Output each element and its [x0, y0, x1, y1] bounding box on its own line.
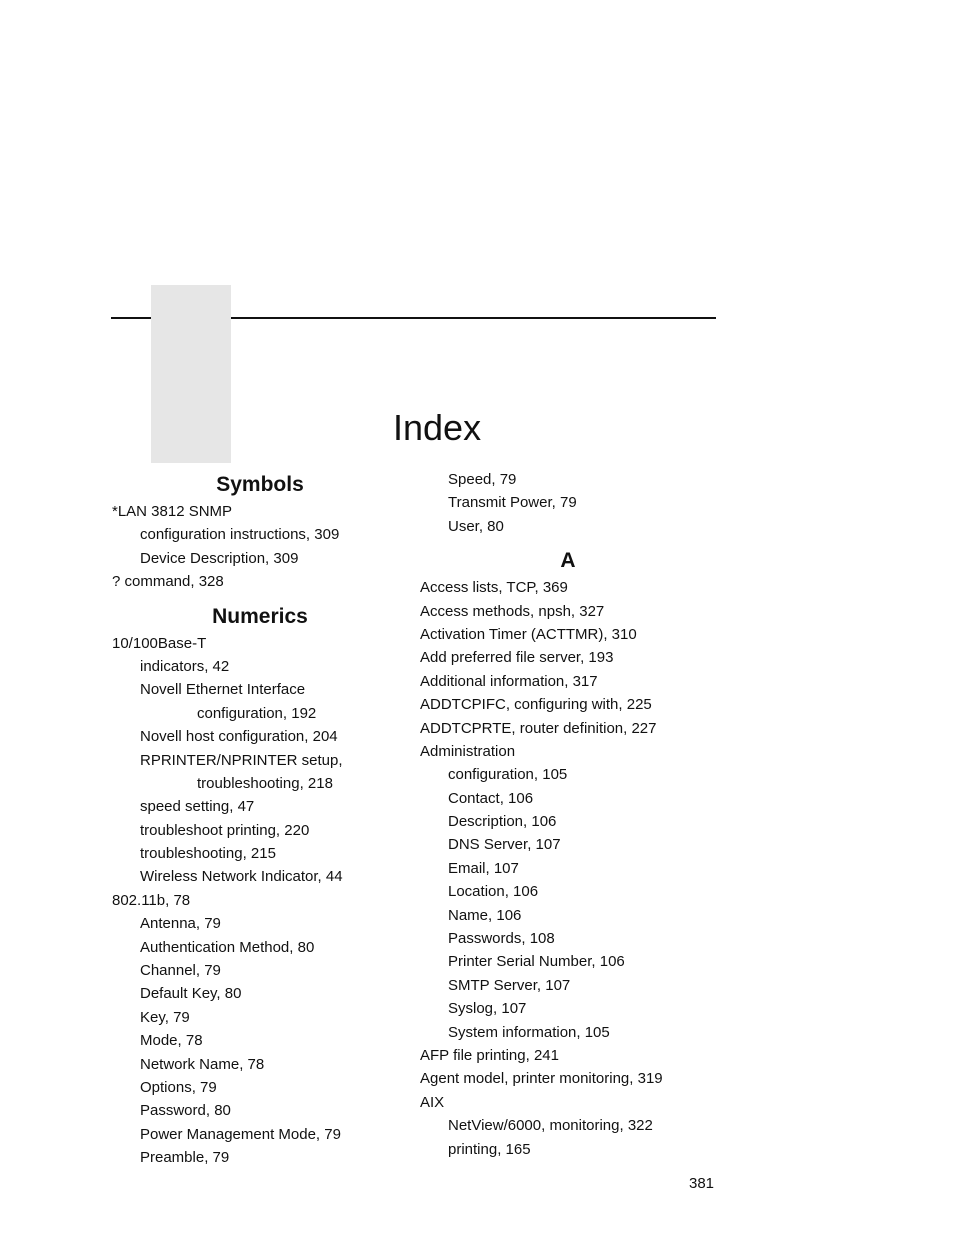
- index-subentry: Syslog, 107: [448, 1000, 527, 1018]
- index-entry: 10/100Base-T: [112, 634, 207, 652]
- index-subentry: Device Description, 309: [140, 549, 299, 567]
- index-subentry: Location, 106: [448, 883, 539, 901]
- header-rule-right: [231, 317, 716, 319]
- index-subentry: Key, 79: [140, 1008, 190, 1026]
- index-subentry: Channel, 79: [140, 962, 221, 980]
- index-subentry: Authentication Method, 80: [140, 938, 315, 956]
- index-subentry: RPRINTER/NPRINTER setup,: [140, 751, 343, 769]
- index-subentry: User, 80: [448, 517, 504, 535]
- index-subentry: Passwords, 108: [448, 930, 555, 948]
- index-subentry: Antenna, 79: [140, 915, 221, 933]
- section-heading-symbols: Symbols: [216, 473, 304, 496]
- index-subentry: Default Key, 80: [140, 985, 242, 1003]
- index-subentry: Transmit Power, 79: [448, 494, 577, 512]
- index-subentry: Power Management Mode, 79: [140, 1125, 341, 1143]
- index-entry: Activation Timer (ACTTMR), 310: [420, 625, 637, 643]
- index-subentry: configuration, 105: [448, 766, 568, 784]
- index-subentry: troubleshooting, 215: [140, 845, 276, 863]
- index-subentry: System information, 105: [448, 1023, 610, 1041]
- index-subentry: Contact, 106: [448, 789, 534, 807]
- index-subentry: SMTP Server, 107: [448, 976, 571, 994]
- index-subentry-continuation: configuration, 192: [197, 704, 317, 722]
- index-subentry: troubleshoot printing, 220: [140, 821, 310, 839]
- index-subentry: DNS Server, 107: [448, 836, 561, 854]
- index-subentry: Password, 80: [140, 1102, 231, 1120]
- section-heading-a: A: [560, 549, 576, 573]
- index-column-left: [112, 468, 408, 1170]
- index-subentry: Wireless Network Indicator, 44: [140, 868, 343, 886]
- index-entry: ADDTCPIFC, configuring with, 225: [420, 696, 652, 714]
- page-title: Index: [393, 407, 482, 448]
- chapter-tab-block: [151, 285, 231, 463]
- index-subentry-continuation: troubleshooting, 218: [197, 774, 333, 792]
- index-entry: Add preferred file server, 193: [420, 649, 614, 667]
- index-entry: ADDTCPRTE, router definition, 227: [420, 719, 657, 737]
- index-entry: AIX: [420, 1093, 445, 1111]
- index-subentry: Novell host configuration, 204: [140, 728, 338, 746]
- index-subentry: Name, 106: [448, 906, 522, 924]
- index-entry: 802.11b, 78: [112, 891, 191, 909]
- index-entry: Additional information, 317: [420, 672, 598, 690]
- index-subentry: indicators, 42: [140, 657, 230, 675]
- index-entry: Access methods, npsh, 327: [420, 602, 605, 620]
- index-entry: AFP file printing, 241: [420, 1046, 559, 1064]
- index-subentry: printing, 165: [448, 1140, 531, 1158]
- index-subentry: Email, 107: [448, 859, 519, 877]
- header-rule-left: [111, 317, 151, 319]
- index-subentry: Options, 79: [140, 1078, 217, 1096]
- index-subentry: Printer Serial Number, 106: [448, 953, 625, 971]
- index-subentry: NetView/6000, monitoring, 322: [448, 1117, 653, 1135]
- index-column-right: [420, 468, 716, 1161]
- index-subentry: Preamble, 79: [140, 1149, 230, 1167]
- section-heading-numerics: Numerics: [212, 604, 308, 628]
- index-entry: *LAN 3812 SNMP: [112, 503, 233, 520]
- index-entry: Agent model, printer monitoring, 319: [420, 1070, 663, 1088]
- index-subentry: speed setting, 47: [140, 798, 255, 816]
- index-subentry: Speed, 79: [448, 471, 517, 488]
- index-entry: Access lists, TCP, 369: [420, 579, 568, 597]
- index-subentry: Description, 106: [448, 813, 557, 831]
- page-number: 381: [689, 1175, 715, 1192]
- index-entry: Administration: [420, 742, 516, 760]
- index-entry: ? command, 328: [112, 573, 224, 591]
- index-subentry: Network Name, 78: [140, 1055, 265, 1073]
- index-subentry: configuration instructions, 309: [140, 526, 340, 544]
- index-subentry: Novell Ethernet Interface: [140, 681, 306, 699]
- index-subentry: Mode, 78: [140, 1032, 203, 1050]
